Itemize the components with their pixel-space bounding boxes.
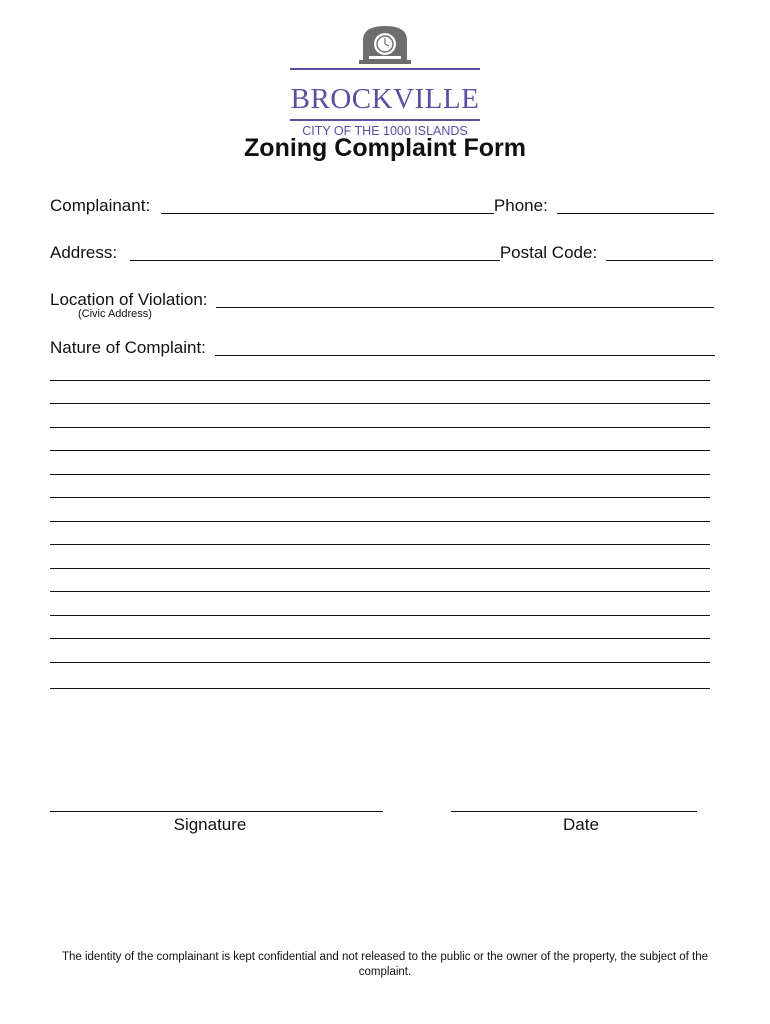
complaint-line[interactable] (50, 474, 710, 475)
brockville-logo (285, 24, 485, 138)
nature-label: Nature of Complaint: (50, 338, 206, 357)
signature-label: Signature (173, 815, 247, 834)
postal-code-field[interactable] (606, 244, 713, 261)
location-field[interactable] (216, 291, 714, 308)
complaint-line[interactable] (50, 403, 710, 404)
complaint-line[interactable] (50, 521, 710, 522)
complaint-line[interactable] (50, 450, 710, 451)
complaint-line[interactable] (50, 615, 710, 616)
nature-row (50, 339, 715, 356)
complaint-line[interactable] (50, 568, 710, 569)
complaint-line[interactable] (50, 688, 710, 689)
complaint-line[interactable] (50, 380, 710, 381)
phone-label: Phone: (493, 196, 548, 215)
complainant-row (50, 197, 714, 214)
address-field[interactable] (130, 244, 500, 261)
logo-tagline: CITY OF THE 1000 ISLANDS (302, 124, 468, 138)
postal-code-label: Postal Code: (499, 243, 598, 262)
complaint-line[interactable] (50, 662, 710, 663)
logo-brand-text: BROCKVILLE (290, 83, 480, 115)
page-title: Zoning Complaint Form (244, 134, 526, 162)
date-label: Date (563, 815, 599, 834)
complainant-field[interactable] (161, 197, 494, 214)
complaint-line[interactable] (50, 544, 710, 545)
complaint-line[interactable] (50, 497, 710, 498)
complaint-line[interactable] (50, 591, 710, 592)
signature-field[interactable] (50, 811, 383, 812)
confidentiality-notice: The identity of the complainant is kept confidential and not released to the public or the owner of the property, the subject of the complaint. (61, 951, 709, 978)
location-row (50, 291, 714, 308)
logo-rule-bottom (290, 119, 480, 121)
date-field[interactable] (451, 811, 697, 812)
complaint-line[interactable] (50, 638, 710, 639)
complaint-line[interactable] (50, 427, 710, 428)
nature-field[interactable] (215, 339, 715, 356)
civic-address-hint: (Civic Address) (78, 308, 152, 320)
address-label: Address: (50, 243, 118, 262)
location-label: Location of Violation: (50, 290, 208, 309)
city-hall-emblem-icon (355, 24, 415, 64)
logo-rule-top (290, 68, 480, 70)
address-row (50, 244, 713, 261)
phone-field[interactable] (557, 197, 714, 214)
complainant-label: Complainant: (50, 196, 151, 215)
